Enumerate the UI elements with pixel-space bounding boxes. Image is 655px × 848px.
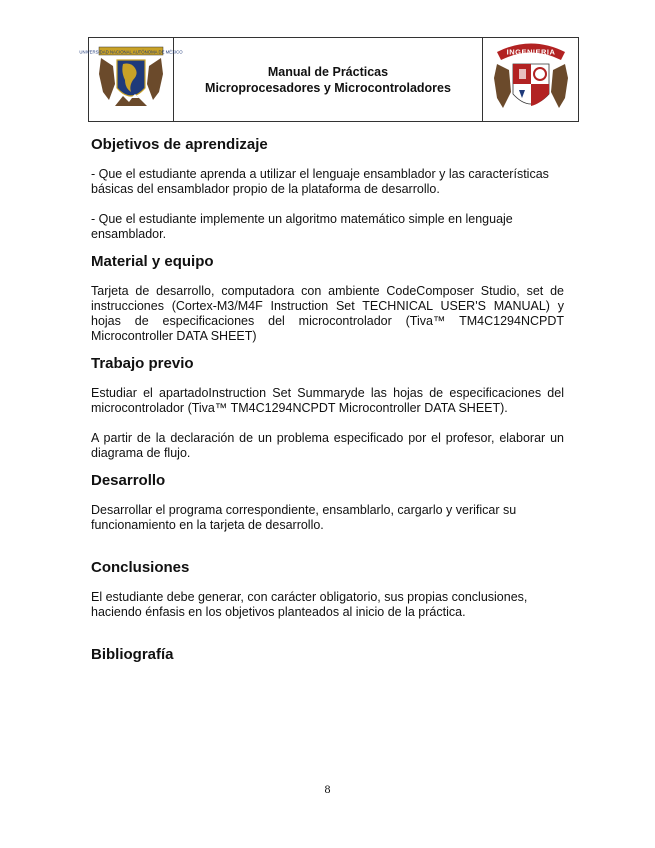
ingenieria-logo-text: INGENIERIA (506, 47, 555, 56)
heading-trabajo-previo: Trabajo previo (91, 355, 194, 372)
ingenieria-crest-icon (491, 42, 571, 118)
heading-desarrollo: Desarrollo (91, 472, 166, 489)
page-number: 8 (324, 782, 331, 796)
desarrollo-paragraph: Desarrollar el programa correspondiente, ensamblarlo, cargarlo y verificar su funcionamiento en la tarjeta de desarrollo. (91, 503, 517, 532)
header-table (79, 37, 579, 122)
header-title (174, 38, 482, 121)
trabajo-paragraph-2: A partir de la declaración de un problema especificado por el profesor, elaborar un diagrama de flujo. (91, 431, 564, 460)
unam-logo-cell (79, 38, 183, 121)
heading-conclusiones: Conclusiones (91, 559, 190, 576)
unam-crest-icon (79, 44, 183, 116)
conclusiones-paragraph: El estudiante debe generar, con carácter obligatorio, sus propias conclusiones, haciendo énfasis en los objetivos planteados al inicio de la práctica. (91, 590, 528, 619)
trabajo-paragraph-1: Estudiar el apartadoInstruction Set Summaryde las hojas de especificaciones del microcontrolador (Tiva™ TM4C1294NCPDT Microcontroller DATA SHEET). (91, 386, 564, 415)
objetivos-paragraph-2: - Que el estudiante implemente un algoritmo matemático simple en lenguaje ensamblador. (91, 212, 513, 241)
page-content (91, 135, 564, 665)
objetivos-paragraph-1: - Que el estudiante aprenda a utilizar el lenguaje ensamblador y las características básicas del ensamblador propio de la plataforma de desarrollo. (91, 167, 549, 196)
manual-title: Manual de Prácticas (267, 64, 389, 79)
unam-logo-text: UNIVERSIDAD NACIONAL AUTÓNOMA DE MÉXICO (79, 49, 183, 54)
heading-objetivos: Objetivos de aprendizaje (91, 136, 268, 153)
heading-material: Material y equipo (91, 253, 214, 270)
course-title: Microprocesadores y Microcontroladores (205, 80, 451, 95)
ingenieria-logo-cell (482, 38, 578, 121)
heading-bibliografia: Bibliografía (91, 646, 174, 663)
material-paragraph: Tarjeta de desarrollo, computadora con ambiente CodeComposer Studio, set de instrucciones (Cortex-M3/M4F Instruction Set TECHNICAL USER'S MANUAL) y hojas de especificaciones del microcontrolador (Tiva™ TM4C1294NCPDT Microcontroller DATA SHEET) (91, 284, 564, 343)
